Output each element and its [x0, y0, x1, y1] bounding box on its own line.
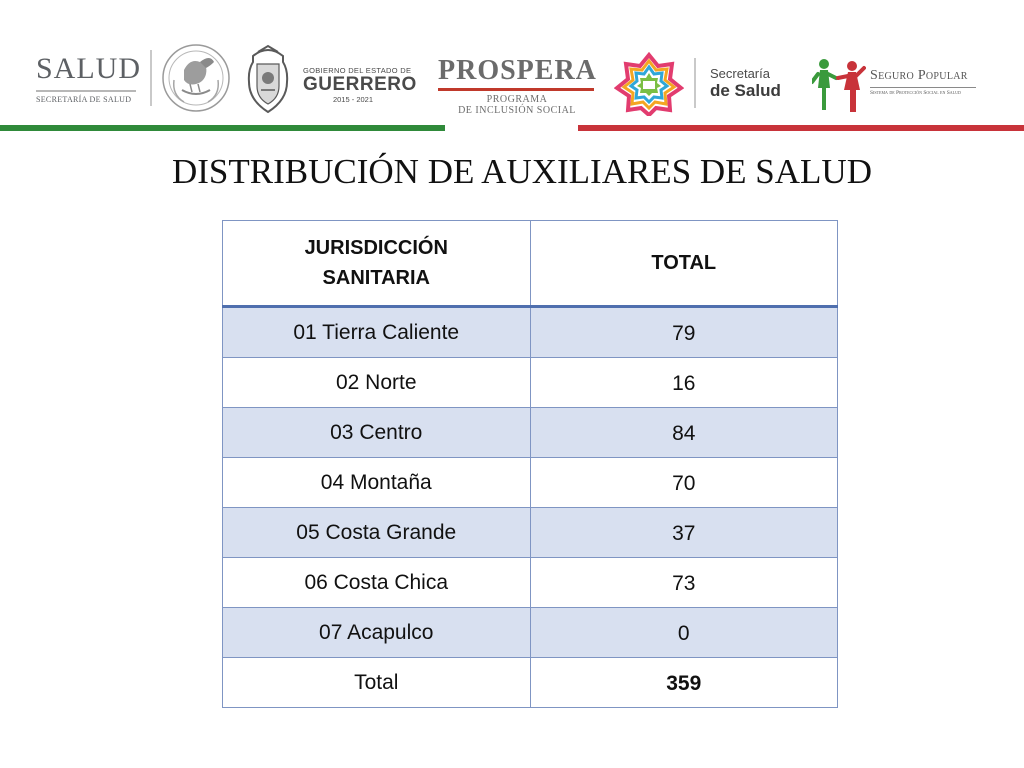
header-rule-green — [0, 125, 445, 131]
prospera-logo-subtitle-2: DE INCLUSIÓN SOCIAL — [458, 105, 576, 116]
table-row — [223, 608, 838, 658]
prospera-logo — [438, 56, 596, 116]
total-cell: 79 — [530, 307, 838, 358]
prospera-logo-rule — [438, 88, 594, 91]
guerrero-logo-line1: GOBIERNO DEL ESTADO DE — [303, 66, 412, 75]
table-row — [223, 307, 838, 358]
total-cell: 16 — [530, 358, 838, 408]
grand-total-cell: 359 — [530, 658, 838, 708]
prospera-logo-word: PROSPERA — [438, 55, 597, 86]
colorful-star-logo-icon — [614, 52, 684, 116]
salud-logo-rule — [36, 90, 136, 92]
seguro-logo-subtitle: Sistema de Protección Social en Salud — [870, 90, 961, 96]
page-title: DISTRIBUCIÓN DE AUXILIARES DE SALUD — [172, 152, 872, 191]
seguro-popular-figures-icon — [812, 56, 866, 116]
header-rule-red — [578, 125, 1024, 131]
salud-logo — [36, 54, 140, 104]
guerrero-shield-icon — [243, 42, 293, 118]
seguro-logo-word: Seguro Popular — [870, 68, 968, 83]
salud-logo-word: SALUD — [36, 52, 142, 85]
mexican-coat-of-arms-icon — [160, 40, 232, 116]
secretaria-logo-line2: de Salud — [710, 81, 781, 100]
column-header-jurisdiccion-line2: SANITARIA — [322, 267, 430, 289]
seguro-logo-rule — [870, 87, 976, 88]
column-header-jurisdiccion-line1: JURISDICCIÓN — [304, 237, 448, 259]
total-cell: 0 — [530, 608, 838, 658]
table-row — [223, 508, 838, 558]
jurisdiccion-cell: 01 Tierra Caliente — [223, 307, 531, 358]
prospera-logo-subtitle-1: PROGRAMA — [486, 94, 548, 105]
logo-divider — [150, 50, 152, 106]
jurisdiccion-cell: 02 Norte — [223, 358, 531, 408]
total-cell: 70 — [530, 458, 838, 508]
logo-divider — [694, 58, 696, 108]
table-row — [223, 408, 838, 458]
guerrero-logo — [303, 66, 418, 104]
distribution-table-container — [222, 220, 838, 708]
salud-logo-subtitle: SECRETARÍA DE SALUD — [36, 95, 132, 104]
jurisdiccion-cell: 05 Costa Grande — [223, 508, 531, 558]
guerrero-logo-years: 2015 - 2021 — [332, 95, 374, 104]
table-row — [223, 558, 838, 608]
column-header-total: TOTAL — [530, 221, 838, 307]
table-row — [223, 358, 838, 408]
secretaria-de-salud-logo — [710, 66, 802, 101]
jurisdiccion-cell: 03 Centro — [223, 408, 531, 458]
total-label-cell: Total — [223, 658, 531, 708]
distribution-table — [222, 220, 838, 708]
jurisdiccion-cell: 06 Costa Chica — [223, 558, 531, 608]
guerrero-logo-word: GUERRERO — [303, 74, 417, 95]
column-header-jurisdiccion — [223, 221, 531, 307]
table-total-row — [223, 658, 838, 708]
jurisdiccion-cell: 04 Montaña — [223, 458, 531, 508]
jurisdiccion-cell: 07 Acapulco — [223, 608, 531, 658]
total-cell: 37 — [530, 508, 838, 558]
table-row — [223, 458, 838, 508]
secretaria-logo-line1: Secretaría — [710, 66, 770, 81]
total-cell: 84 — [530, 408, 838, 458]
total-cell: 73 — [530, 558, 838, 608]
logo-bar — [0, 0, 1024, 124]
table-header-row — [223, 221, 838, 307]
seguro-popular-logo — [870, 68, 980, 96]
